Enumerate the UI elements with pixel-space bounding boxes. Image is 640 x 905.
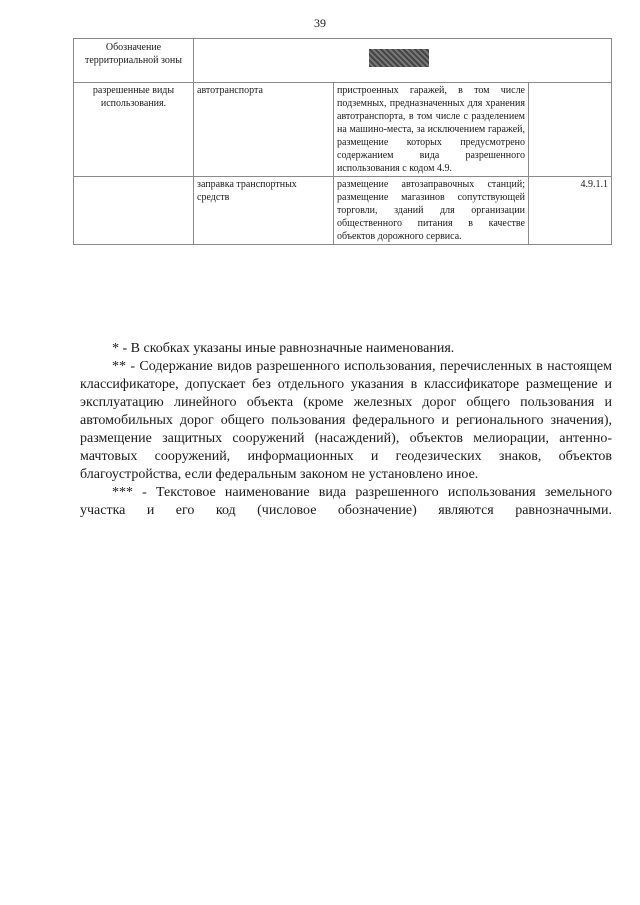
use-code-cell bbox=[529, 83, 612, 177]
use-name-cell: заправка транспортных средств bbox=[194, 177, 334, 245]
use-description-cell: размещение автозаправочных станций; размещение магазинов сопутствующей торговли, зданий для организации общественного питания в качестве объектов дорожного сервиса. bbox=[334, 177, 529, 245]
footnote-2: ** - Содержание видов разрешенного использования, перечисленных в настоящем классификаторе, допускает без отдельного указания в классификаторе размещение и эксплуатацию линейного объекта (кроме железных дорог общего пользования и автомобильных дорог общего пользования федерального и регионального значения), размещение защитных сооружений (насаждений), объектов мелиорации, антенно-мачтовых сооружений, информационных и геодезических знаков, объектов благоустройства, если федеральным законом не установлено иное. bbox=[80, 359, 612, 482]
header-zone-designation: Обозначение территориальной зоны bbox=[74, 39, 194, 83]
header-merged-cell bbox=[194, 39, 612, 83]
zone-cell: разрешенные виды использования. bbox=[74, 83, 194, 177]
zone-cell bbox=[74, 177, 194, 245]
page-number: 39 bbox=[314, 16, 326, 30]
footnotes bbox=[80, 340, 612, 520]
table-row bbox=[74, 83, 612, 177]
footnote-1: * - В скобках указаны иные равнозначные наименования. bbox=[112, 341, 455, 356]
land-use-table bbox=[73, 38, 612, 245]
table-header-row bbox=[74, 39, 612, 83]
redaction-block bbox=[369, 49, 429, 67]
table-row bbox=[74, 177, 612, 245]
use-code-cell: 4.9.1.1 bbox=[529, 177, 612, 245]
use-description-cell: пристроенных гаражей, в том числе подземных, предназначенных для хранения автотранспорта, в том числе с разделением на машино-места, за исключением гаражей, размещение которых предусмотрено содержанием вида разрешенного использования с кодом 4.9. bbox=[334, 83, 529, 177]
footnote-3: *** - Текстовое наименование вида разрешенного использования земельного участка и его код (числовое обозначение) являются равнозначными. bbox=[80, 485, 612, 518]
use-name-cell: автотранспорта bbox=[194, 83, 334, 177]
